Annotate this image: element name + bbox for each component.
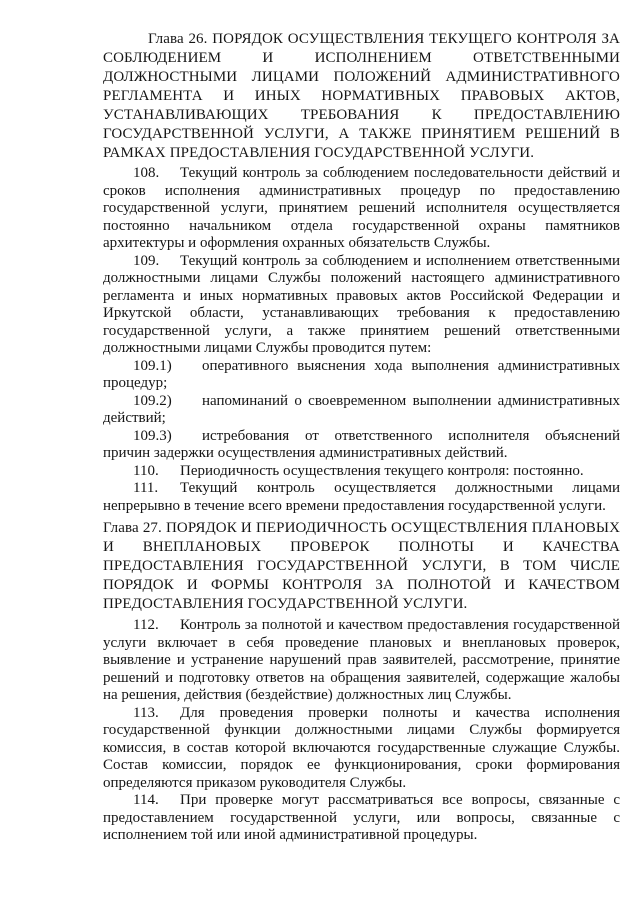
paragraph-text: Текущий контроль за соблюдением последовательности действий и сроков исполнения административных процедур по предоставлению государственной услуги, принятием решений исполнителя осуществляется постоянно начальником отдела государственной охраны памятников архитектуры и оформления охранных обязательств Службы. [103, 165, 620, 251]
paragraph [103, 480, 620, 515]
paragraph-text: Контроль за полнотой и качеством предоставления государственной услуги включает в себя проведение плановых и внеплановых проверок, выявление и устранение нарушений прав заявителей, рассмотрение, принятие решений и подготовку ответов на обращения заявителей, содержащие жалобы на решения, действия (бездействие) должностных лиц Службы. [103, 617, 620, 703]
paragraph [103, 165, 620, 253]
paragraph-number: 112. [133, 617, 159, 633]
paragraph [103, 792, 620, 845]
paragraph-text: Для проведения проверки полноты и качества исполнения государственной функции должностными лицами Службы формируется комиссия, в состав которой включаются государственные служащие Службы. Состав комиссии, порядок ее функционирования, сроки формирования определяются приказом руководителя Службы. [103, 704, 620, 791]
paragraph [103, 705, 620, 793]
sub-paragraph [103, 393, 620, 428]
sub-paragraph-text: истребования от ответственного исполнителя объяснений причин задержки осуществления административных действий. [103, 427, 620, 461]
sub-paragraph [103, 428, 620, 463]
paragraph [103, 617, 620, 705]
paragraph-text: При проверке могут рассматриваться все вопросы, связанные с предоставлением государственной услуги, или вопросы, связанные с исполнением той или иной административной процедуры. [103, 792, 620, 843]
sub-paragraph-number: 109.2) [133, 392, 172, 409]
document-page [103, 30, 620, 845]
sub-paragraph [103, 358, 620, 393]
paragraph-number: 114. [133, 792, 159, 808]
sub-paragraph-text: напоминаний о своевременном выполнении административных действий; [103, 392, 620, 426]
chapter-heading: Глава 26. ПОРЯДОК ОСУЩЕСТВЛЕНИЯ ТЕКУЩЕГО КОНТРОЛЯ ЗА СОБЛЮДЕНИЕМ И ИСПОЛНЕНИЕМ ОТВЕТСТВЕННЫМИ ДОЛЖНОСТНЫМИ ЛИЦАМИ ПОЛОЖЕНИЙ АДМИНИСТРАТИВНОГО РЕГЛАМЕНТА И ИНЫХ НОРМАТИВНЫХ ПРАВОВЫХ АКТОВ, УСТАНАВЛИВАЮЩИХ ТРЕБОВАНИЯ К ПРЕДОСТАВЛЕНИЮ ГОСУДАРСТВЕННОЙ УСЛУГИ, А ТАКЖЕ ПРИНЯТИЕМ РЕШЕНИЙ В РАМКАХ ПРЕДОСТАВЛЕНИЯ ГОСУДАРСТВЕННОЙ УСЛУГИ. [103, 31, 620, 161]
paragraph [103, 253, 620, 358]
sub-paragraph-number: 109.3) [133, 427, 172, 444]
paragraph-text: Периодичность осуществления текущего контроля: постоянно. [180, 462, 584, 479]
chapter-heading: Глава 27. ПОРЯДОК И ПЕРИОДИЧНОСТЬ ОСУЩЕСТВЛЕНИЯ ПЛАНОВЫХ И ВНЕПЛАНОВЫХ ПРОВЕРОК ПОЛНОТЫ И КАЧЕСТВА ПРЕДОСТАВЛЕНИЯ ГОСУДАРСТВЕННОЙ УСЛУГИ, В ТОМ ЧИСЛЕ ПОРЯДОК И ФОРМЫ КОНТРОЛЯ ЗА ПОЛНОТОЙ И КАЧЕСТВОМ ПРЕДОСТАВЛЕНИЯ ГОСУДАРСТВЕННОЙ УСЛУГИ. [103, 520, 620, 612]
paragraph-number: 108. [133, 165, 160, 181]
paragraph-number: 113. [133, 704, 159, 721]
paragraph-number: 109. [133, 252, 160, 269]
paragraph-number: 110. [133, 462, 159, 479]
paragraph-text: Текущий контроль за соблюдением и исполнением ответственными должностными лицами Службы положений настоящего административного регламента и иных нормативных правовых актов Российской Федерации и Иркутской области, устанавливающих требования к предоставлению государственной услуги, а также принятием решений ответственными должностными лицами Службы проводится путем: [103, 252, 620, 356]
sub-paragraph-number: 109.1) [133, 357, 172, 374]
paragraph-text: Текущий контроль осуществляется должностными лицами непрерывно в течение всего времени предоставления государственной услуги. [103, 480, 620, 514]
paragraph [103, 463, 620, 481]
sub-paragraph-text: оперативного выяснения хода выполнения административных процедур; [103, 357, 620, 391]
paragraph-number: 111. [133, 480, 159, 496]
